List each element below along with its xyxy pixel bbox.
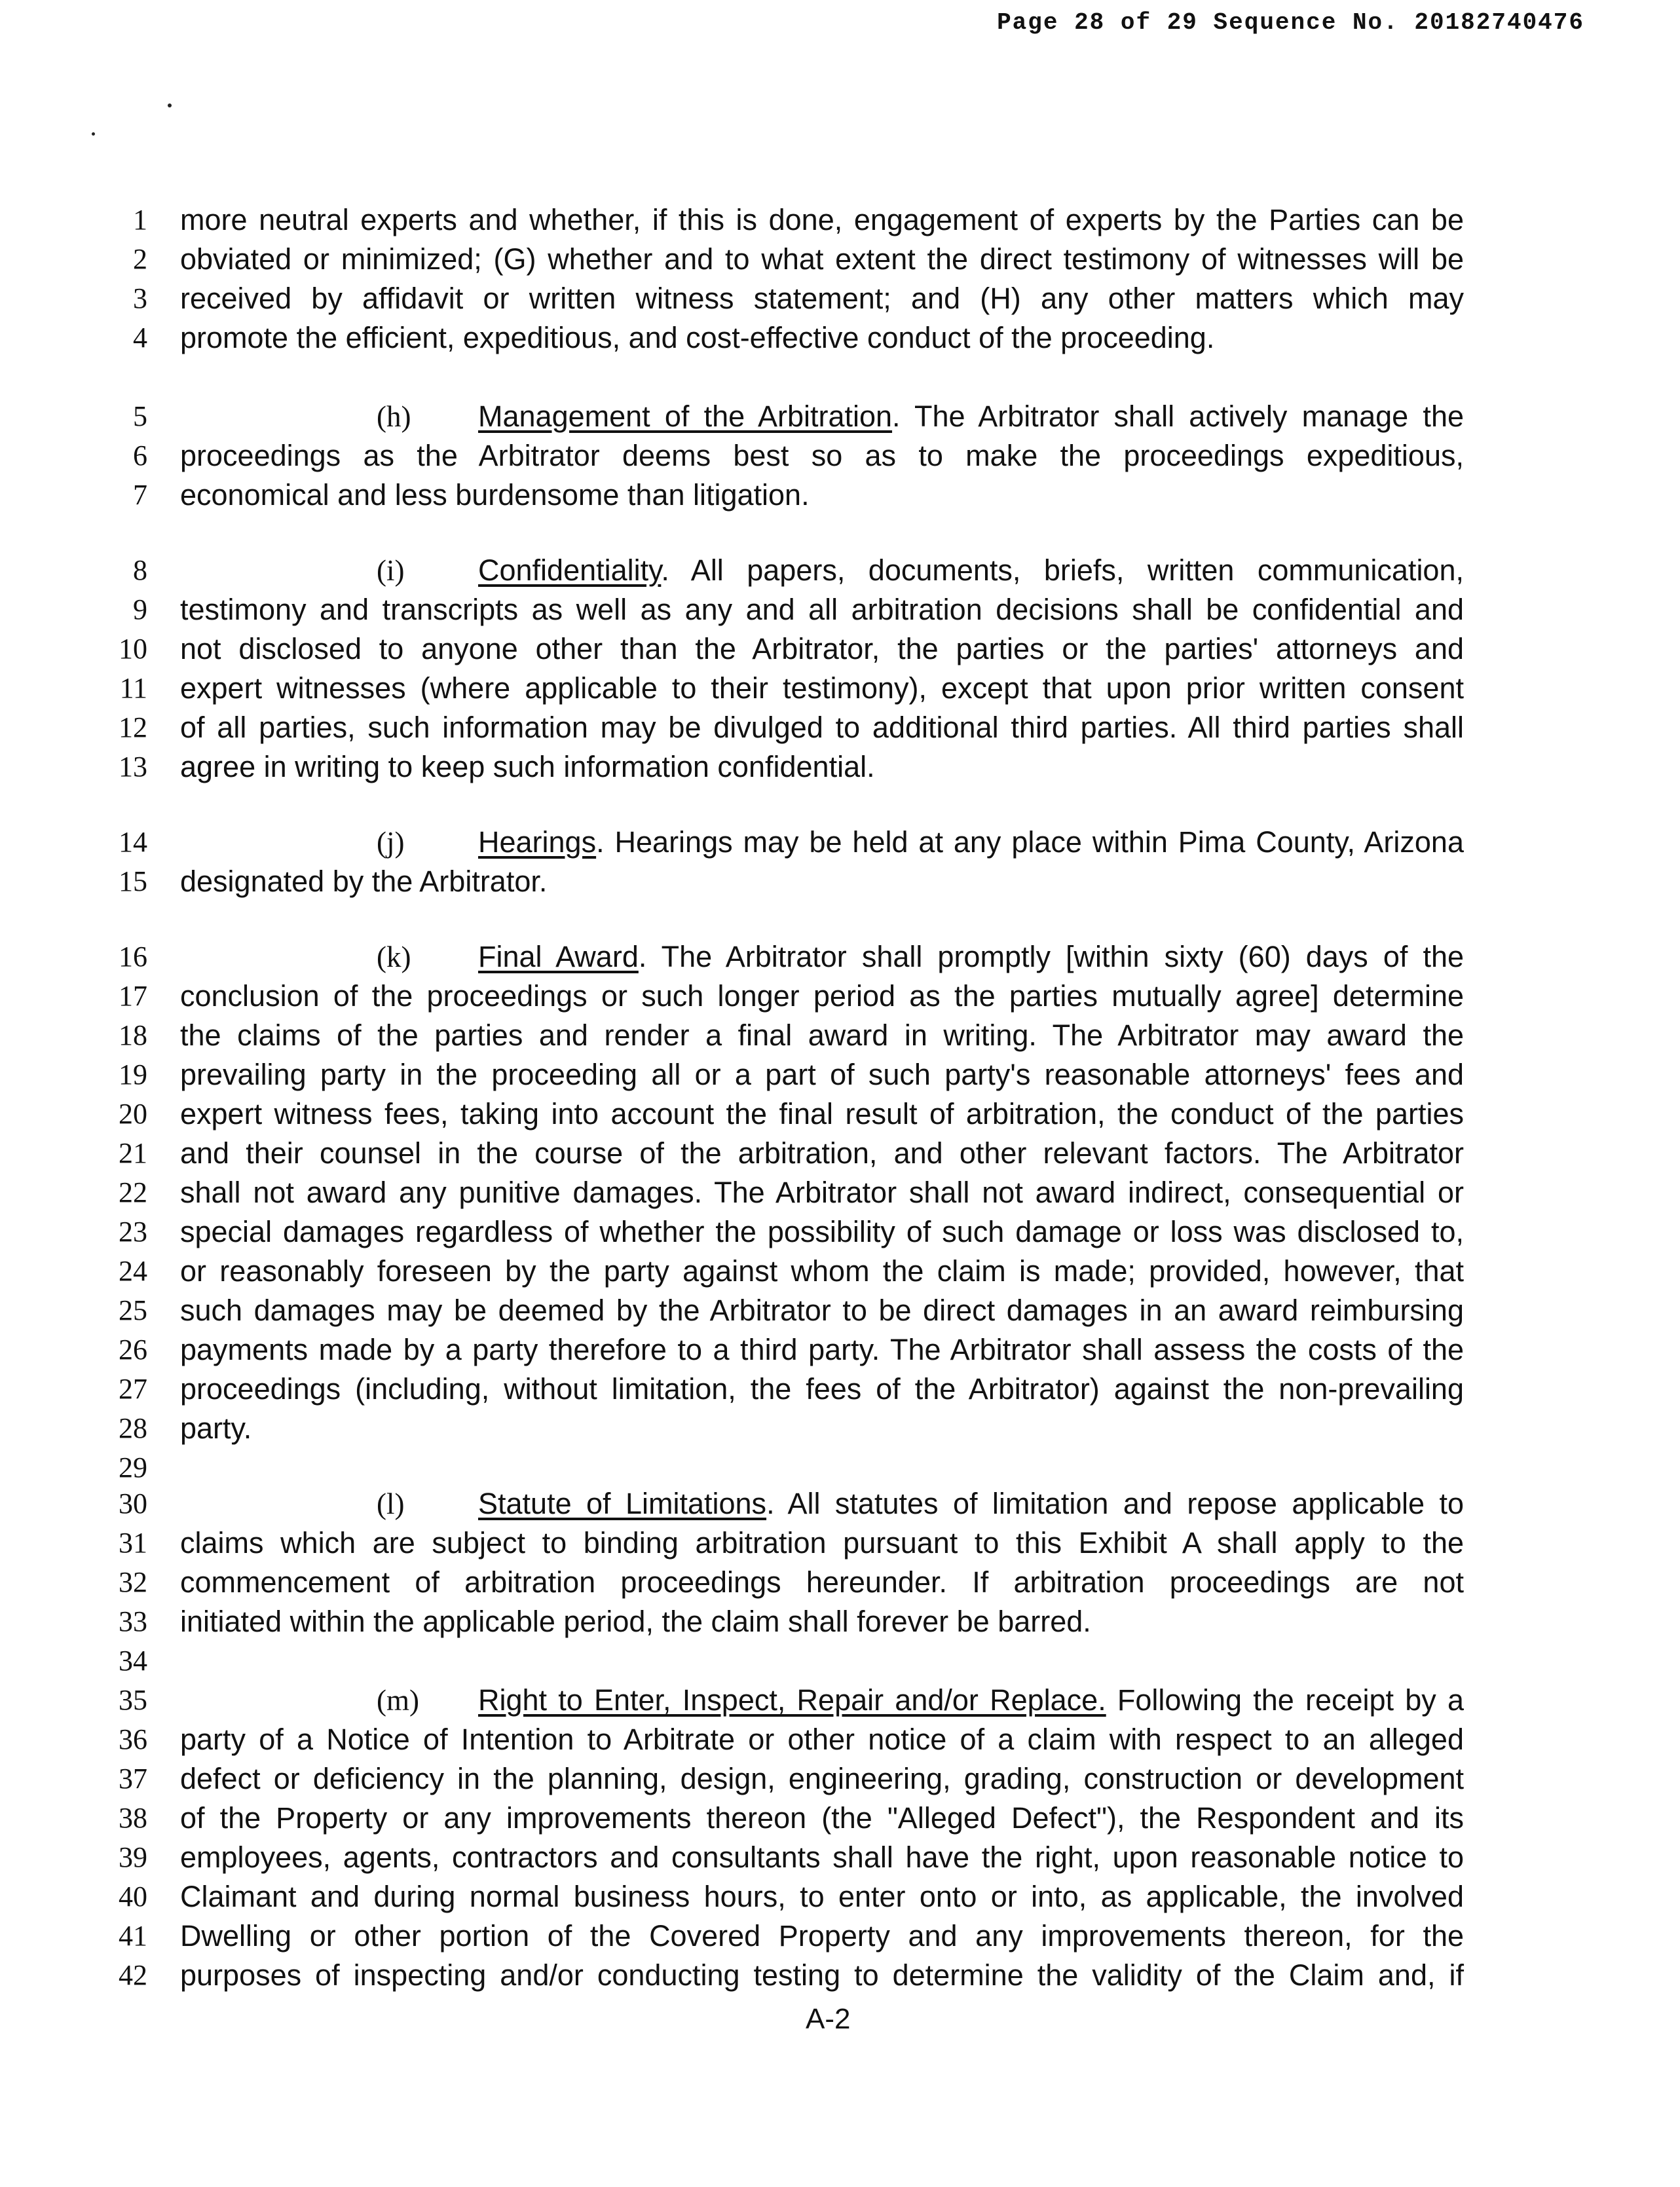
section-label: (m) bbox=[377, 1684, 419, 1717]
text-segment: or reasonably foreseen by the party against whom the claim is made; provided, however, that bbox=[180, 1254, 1464, 1288]
text-segment: Dwelling or other portion of the Covered Property and any improvements thereon, for the bbox=[180, 1919, 1464, 1953]
line-number: 40 bbox=[119, 1880, 147, 1913]
line-text bbox=[180, 553, 1464, 588]
line-number: 6 bbox=[133, 439, 147, 472]
text-segment: proceedings (including, without limitation, the fees of the Arbitrator) against the non-prevailing bbox=[180, 1372, 1464, 1406]
page-header: Page 28 of 29 Sequence No. 20182740476 bbox=[997, 9, 1584, 36]
section-heading: Hearings bbox=[478, 825, 597, 859]
text-segment: received by affidavit or written witness statement; and (H) any other matters which may bbox=[180, 282, 1464, 315]
text-segment: . The Arbitrator shall actively manage the bbox=[892, 400, 1464, 433]
line-number: 12 bbox=[119, 711, 147, 743]
line-text bbox=[180, 1683, 1464, 1717]
line-text bbox=[180, 478, 1464, 512]
text-segment: claims which are subject to binding arbitration pursuant to this Exhibit A shall apply to the bbox=[180, 1526, 1464, 1560]
section-label: (j) bbox=[377, 826, 405, 859]
line-number: 14 bbox=[119, 826, 147, 858]
line-number: 7 bbox=[133, 479, 147, 511]
line-number: 32 bbox=[119, 1566, 147, 1598]
section-heading: Management of the Arbitration bbox=[478, 400, 893, 433]
text-segment: initiated within the applicable period, the claim shall forever be barred. bbox=[180, 1605, 1091, 1638]
text-segment: . All statutes of limitation and repose applicable to bbox=[766, 1487, 1464, 1520]
line-number: 29 bbox=[119, 1451, 147, 1484]
line-number: 21 bbox=[119, 1137, 147, 1169]
line-number: 8 bbox=[133, 554, 147, 586]
text-segment: prevailing party in the proceeding all or a part of such party's reasonable attorneys' fees and bbox=[180, 1058, 1464, 1091]
line-number: 37 bbox=[119, 1763, 147, 1795]
text-segment: employees, agents, contractors and consultants shall have the right, upon reasonable notice to bbox=[180, 1841, 1464, 1874]
section-label: (k) bbox=[377, 941, 411, 973]
line-number: 36 bbox=[119, 1723, 147, 1755]
line-text bbox=[180, 1097, 1464, 1131]
line-text bbox=[180, 1136, 1464, 1170]
line-number: 31 bbox=[119, 1527, 147, 1559]
page-footer: A-2 bbox=[806, 2003, 851, 2035]
line-text bbox=[180, 593, 1464, 627]
text-segment: conclusion of the proceedings or such longer period as the parties mutually agree] determine bbox=[180, 979, 1464, 1013]
line-number: 30 bbox=[119, 1487, 147, 1520]
text-segment: payments made by a party therefore to a third party. The Arbitrator shall assess the costs of the bbox=[180, 1333, 1464, 1366]
line-number: 4 bbox=[133, 322, 147, 354]
line-number: 39 bbox=[119, 1841, 147, 1873]
section-heading: Confidentiality bbox=[478, 553, 662, 587]
line-text bbox=[180, 439, 1464, 473]
line-number: 35 bbox=[119, 1684, 147, 1716]
section-label: (l) bbox=[377, 1487, 405, 1520]
line-number: 11 bbox=[119, 672, 147, 704]
text-segment: . The Arbitrator shall promptly [within sixty (60) days of the bbox=[638, 940, 1464, 973]
line-number: 15 bbox=[119, 865, 147, 897]
text-segment: and their counsel in the course of the arbitration, and other relevant factors. The Arbitrator bbox=[180, 1136, 1464, 1170]
line-number: 24 bbox=[119, 1255, 147, 1287]
text-segment: commencement of arbitration proceedings hereunder. If arbitration proceedings are not bbox=[180, 1565, 1464, 1599]
line-text bbox=[180, 1294, 1464, 1328]
line-text bbox=[180, 1411, 1464, 1446]
line-text bbox=[180, 1019, 1464, 1053]
line-text bbox=[180, 671, 1464, 705]
line-number: 17 bbox=[119, 980, 147, 1012]
line-number: 13 bbox=[119, 751, 147, 783]
line-text bbox=[180, 1880, 1464, 1914]
line-number: 22 bbox=[119, 1176, 147, 1208]
text-segment: not disclosed to anyone other than the Arbitrator, the parties or the parties' attorneys and bbox=[180, 632, 1464, 665]
text-segment: Claimant and during normal business hours, to enter onto or into, as applicable, the involved bbox=[180, 1880, 1464, 1913]
scan-speck bbox=[92, 132, 95, 136]
line-text bbox=[180, 825, 1464, 859]
scan-speck bbox=[168, 103, 172, 107]
text-segment: promote the efficient, expeditious, and cost-effective conduct of the proceeding. bbox=[180, 321, 1215, 354]
line-number: 25 bbox=[119, 1294, 147, 1326]
line-number: 27 bbox=[119, 1373, 147, 1405]
line-number: 28 bbox=[119, 1412, 147, 1444]
line-text bbox=[180, 632, 1464, 666]
text-segment: special damages regardless of whether the possibility of such damage or loss was disclosed to, bbox=[180, 1215, 1464, 1248]
text-segment: agree in writing to keep such information confidential. bbox=[180, 750, 875, 783]
line-text bbox=[180, 1526, 1464, 1560]
line-number: 34 bbox=[119, 1645, 147, 1677]
text-segment: economical and less burdensome than litigation. bbox=[180, 478, 810, 512]
text-segment: expert witnesses (where applicable to their testimony), except that upon prior written consent bbox=[180, 671, 1464, 705]
section-heading: Right to Enter, Inspect, Repair and/or Replace. bbox=[478, 1683, 1106, 1717]
text-segment: . All papers, documents, briefs, written communication, bbox=[661, 553, 1464, 587]
section-heading: Statute of Limitations bbox=[478, 1487, 767, 1520]
line-number: 9 bbox=[133, 593, 147, 626]
line-text bbox=[180, 711, 1464, 745]
line-text bbox=[180, 1487, 1464, 1521]
text-segment: proceedings as the Arbitrator deems best so as to make the proceedings expeditious, bbox=[180, 439, 1464, 472]
text-segment: . Hearings may be held at any place within Pima County, Arizona bbox=[596, 825, 1464, 859]
line-number: 42 bbox=[119, 1959, 147, 1991]
line-text bbox=[180, 1605, 1464, 1639]
line-text bbox=[180, 750, 1464, 784]
line-number: 5 bbox=[133, 400, 147, 432]
text-segment: party of a Notice of Intention to Arbitrate or other notice of a claim with respect to an alleged bbox=[180, 1723, 1464, 1756]
line-text bbox=[180, 1958, 1464, 1992]
text-segment: of the Property or any improvements thereon (the "Alleged Defect"), the Respondent and its bbox=[180, 1801, 1464, 1835]
line-text bbox=[180, 321, 1464, 355]
line-text bbox=[180, 1919, 1464, 1953]
text-segment: Following the receipt by a bbox=[1106, 1683, 1464, 1717]
line-text bbox=[180, 242, 1464, 276]
line-text bbox=[180, 1058, 1464, 1092]
line-text bbox=[180, 400, 1464, 434]
line-number: 18 bbox=[119, 1019, 147, 1051]
line-text bbox=[180, 1176, 1464, 1210]
line-text bbox=[180, 1254, 1464, 1288]
line-text bbox=[180, 1762, 1464, 1796]
line-number: 26 bbox=[119, 1334, 147, 1366]
text-segment: party. bbox=[180, 1411, 252, 1445]
section-label: (i) bbox=[377, 554, 405, 587]
section-heading: Final Award bbox=[478, 940, 639, 973]
line-text bbox=[180, 203, 1464, 237]
line-number: 41 bbox=[119, 1920, 147, 1952]
line-text bbox=[180, 1565, 1464, 1599]
line-number: 19 bbox=[119, 1058, 147, 1091]
text-segment: testimony and transcripts as well as any and all arbitration decisions shall be confidential and bbox=[180, 593, 1464, 626]
line-text bbox=[180, 1215, 1464, 1249]
line-text bbox=[180, 865, 1464, 899]
line-text bbox=[180, 1841, 1464, 1875]
text-segment: shall not award any punitive damages. The Arbitrator shall not award indirect, consequential or bbox=[180, 1176, 1464, 1209]
line-number: 23 bbox=[119, 1216, 147, 1248]
line-number: 33 bbox=[119, 1605, 147, 1637]
text-segment: of all parties, such information may be divulged to additional third parties. All third parties shall bbox=[180, 711, 1464, 744]
line-number: 2 bbox=[133, 243, 147, 275]
line-text bbox=[180, 1372, 1464, 1406]
text-segment: purposes of inspecting and/or conducting testing to determine the validity of the Claim and, if bbox=[180, 1958, 1464, 1992]
line-number: 3 bbox=[133, 282, 147, 314]
line-number: 38 bbox=[119, 1802, 147, 1834]
text-segment: more neutral experts and whether, if this is done, engagement of experts by the Parties can be bbox=[180, 203, 1464, 236]
line-number: 1 bbox=[133, 204, 147, 236]
text-segment: such damages may be deemed by the Arbitrator to be direct damages in an award reimbursing bbox=[180, 1294, 1464, 1327]
line-text bbox=[180, 1801, 1464, 1835]
line-text bbox=[180, 1333, 1464, 1367]
text-segment: defect or deficiency in the planning, design, engineering, grading, construction or development bbox=[180, 1762, 1464, 1795]
section-label: (h) bbox=[377, 400, 411, 433]
line-text bbox=[180, 282, 1464, 316]
line-number: 10 bbox=[119, 633, 147, 665]
line-text bbox=[180, 979, 1464, 1013]
line-text bbox=[180, 940, 1464, 974]
text-segment: the claims of the parties and render a final award in writing. The Arbitrator may award the bbox=[180, 1019, 1464, 1052]
text-segment: designated by the Arbitrator. bbox=[180, 865, 548, 898]
line-number: 20 bbox=[119, 1098, 147, 1130]
text-segment: obviated or minimized; (G) whether and to what extent the direct testimony of witnesses will be bbox=[180, 242, 1464, 276]
text-segment: expert witness fees, taking into account the final result of arbitration, the conduct of the parties bbox=[180, 1097, 1464, 1131]
line-text bbox=[180, 1723, 1464, 1757]
line-number: 16 bbox=[119, 941, 147, 973]
